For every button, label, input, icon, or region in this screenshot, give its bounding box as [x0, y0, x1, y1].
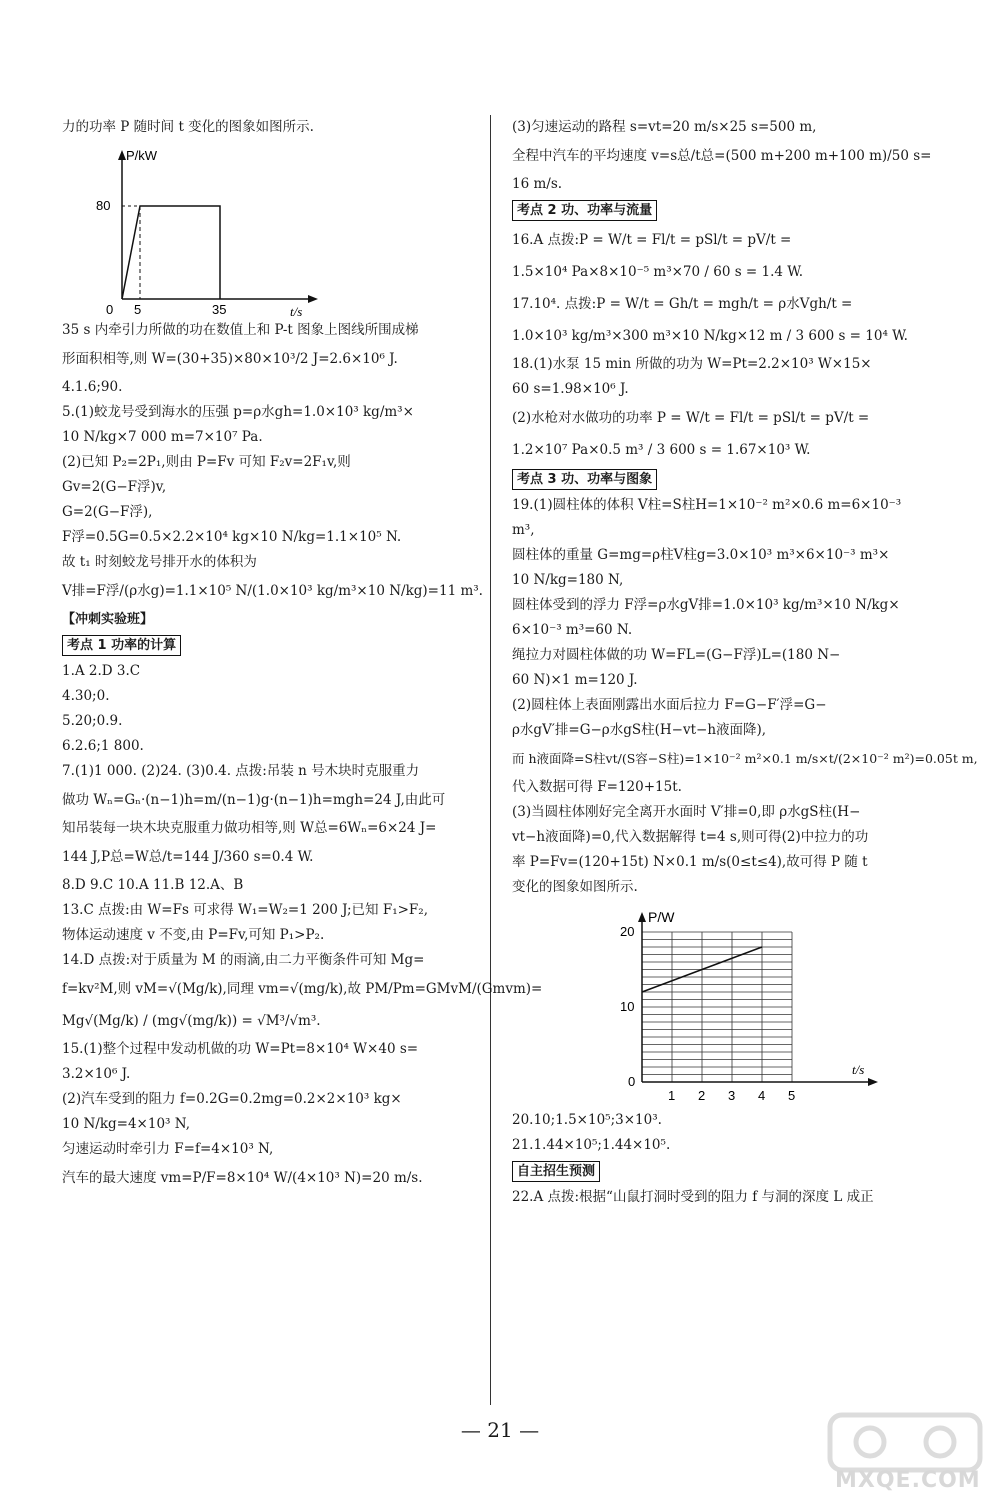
- text-line: 60 N)×1 m=120 J.: [512, 672, 638, 688]
- text-line: 3.2×10⁶ J.: [62, 1066, 131, 1082]
- text-line: 变化的图象如图所示.: [512, 879, 638, 895]
- text-line: (2)已知 P₂=2P₁,则由 P=Fv 可知 F₂v=2F₁v,则: [62, 454, 351, 470]
- text-line: 代入数据可得 F=120+15t.: [512, 779, 682, 795]
- text-line: 匀速运动时牵引力 F=f=4×10³ N,: [62, 1141, 274, 1157]
- right-column: [512, 115, 978, 1210]
- text-line: 圆柱体受到的浮力 F浮=ρ水gV排=1.0×10³ kg/m³×10 N/kg×: [512, 597, 900, 613]
- text-line: 形面积相等,则 W=(30+35)×80×10³/2 J=2.6×10⁶ J.: [62, 351, 398, 367]
- text-line: 1.A 2.D 3.C: [62, 663, 141, 679]
- text-line: Gv=2(G−F浮)v,: [62, 479, 167, 495]
- text-line: vt−h液面降)=0,代入数据解得 t=4 s,则可得(2)中拉力的功: [512, 829, 869, 845]
- text-line: 18.(1)水泵 15 min 所做的功为 W=Pt=2.2×10³ W×15×: [512, 356, 872, 372]
- text-line: 率 P=Fv=(120+15t) N×0.1 m/s(0≤t≤4),故可得 P 随 t: [512, 854, 868, 870]
- text-line: 1.5×10⁴ Pa×8×10⁻⁵ m³×70 / 60 s = 1.4 W.: [512, 264, 804, 280]
- graph1-x-tick-0: 0: [106, 302, 114, 317]
- graph2-x-label: t/s: [852, 1062, 865, 1077]
- graph2-y-label: P/W: [648, 909, 675, 925]
- text-line: 全程中汽车的平均速度 v=s总/t总=(500 m+200 m+100 m)/50 s=: [512, 148, 932, 164]
- graph2-y-tick-10: 10: [620, 999, 635, 1014]
- text-line: 10 N/kg=4×10³ N,: [62, 1116, 190, 1132]
- text-line: (2)汽车受到的阻力 f=0.2G=0.2mg=0.2×2×10³ kg×: [62, 1091, 402, 1107]
- topic-box-4: 自主招生预测: [512, 1161, 600, 1182]
- text-line: 物体运动速度 v 不变,由 P=Fv,可知 P₁>P₂.: [62, 927, 325, 943]
- text-line: 而 h液面降=S柱vt/(S容−S柱)=1×10⁻² m²×0.1 m/s×t/(2×10⁻² m²)=0.05t m,: [512, 751, 978, 766]
- text-line: 7.(1)1 000. (2)24. (3)0.4. 点拨:吊装 n 号木块时克服重力: [62, 763, 420, 779]
- text-line: 5.(1)蛟龙号受到海水的压强 p=ρ水gh=1.0×10³ kg/m³×: [62, 404, 414, 420]
- text-line: V排=F浮/(ρ水g)=1.1×10⁵ N/(1.0×10³ kg/m³×10 N/kg)=11 m³.: [62, 583, 483, 599]
- graph2-x-tick-3: 3: [728, 1088, 736, 1103]
- text-line: 1.2×10⁷ Pa×0.5 m³ / 3 600 s = 1.67×10³ W.: [512, 442, 811, 458]
- text-line: 6×10⁻³ m³=60 N.: [512, 622, 633, 638]
- text-line: 6.2.6;1 800.: [62, 738, 144, 754]
- topic-box-2: 考点 2 功、功率与流量: [512, 200, 657, 221]
- text-line: 19.(1)圆柱体的体积 V柱=S柱H=1×10⁻² m²×0.6 m=6×10⁻³: [512, 497, 902, 513]
- text-line: Mg√(Mg/k) / (mg√(mg/k)) = √M³/√m³.: [62, 1013, 321, 1029]
- topic-box-1: 考点 1 功率的计算: [62, 635, 181, 656]
- text-line: 10 N/kg=180 N,: [512, 572, 624, 588]
- page-number: — 21 —: [460, 1418, 540, 1442]
- graph2-x-tick-2: 2: [698, 1088, 706, 1103]
- text-line: 13.C 点拨:由 W=Fs 可求得 W₁=W₂=1 200 J;已知 F₁>F₂,: [62, 902, 428, 918]
- graph2-grid: [642, 932, 792, 1082]
- text-line: m³,: [512, 522, 535, 538]
- text-line: f=kv²M,则 vM=√(Mg/k),同理 vm=√(mg/k),故 PM/Pm=GMvM/(Gmvm)=: [62, 981, 543, 997]
- text-line: 8.D 9.C 10.A 11.B 12.A、B: [62, 877, 244, 893]
- graph2-y-tick-20: 20: [620, 924, 635, 939]
- power-time-grid-graph: [572, 904, 892, 1104]
- power-time-graph: [62, 144, 322, 319]
- graph2-x-tick-5: 5: [788, 1088, 796, 1103]
- text-line: 144 J,P总=W总/t=144 J/360 s=0.4 W.: [62, 849, 314, 865]
- graph1-x-tick-35: 35: [212, 302, 227, 317]
- text-line: (3)匀速运动的路程 s=vt=20 m/s×25 s=500 m,: [512, 119, 817, 135]
- graph2-y-tick-0: 0: [628, 1074, 636, 1089]
- text-line: 力的功率 P 随时间 t 变化的图象如图所示.: [62, 119, 314, 135]
- text-line: 圆柱体的重量 G=mg=ρ柱V柱g=3.0×10³ m³×6×10⁻³ m³×: [512, 547, 890, 563]
- text-line: (2)圆柱体上表面刚露出水面后拉力 F=G−F′浮=G−: [512, 697, 827, 713]
- text-line: 16.A 点拨:P = W/t = Fl/t = pSl/t = pV/t =: [512, 232, 792, 248]
- text-line: 20.10;1.5×10⁵;3×10³.: [512, 1112, 662, 1128]
- text-line: 做功 Wₙ=Gₙ·(n−1)h=m/(n−1)g·(n−1)h=mgh=24 J,由此可: [62, 792, 446, 808]
- text-line: 4.1.6;90.: [62, 379, 123, 395]
- graph1-y-tick: 80: [96, 198, 111, 213]
- text-line: 16 m/s.: [512, 176, 563, 192]
- text-line: (3)当圆柱体刚好完全离开水面时 V′排=0,即 ρ水gS柱(H−: [512, 804, 861, 820]
- text-line: G=2(G−F浮),: [62, 504, 153, 520]
- graph1-y-label: P/kW: [126, 148, 158, 163]
- text-line: 21.1.44×10⁵;1.44×10⁵.: [512, 1137, 671, 1153]
- topic-box-3: 考点 3 功、功率与图象: [512, 469, 657, 490]
- text-line: F浮=0.5G=0.5×2.2×10⁴ kg×10 N/kg=1.1×10⁵ N.: [62, 529, 402, 545]
- graph2-x-tick-4: 4: [758, 1088, 766, 1103]
- section-heading: 【冲刺实验班】: [62, 612, 154, 627]
- text-line: 汽车的最大速度 vm=P/F=8×10⁴ W/(4×10³ N)=20 m/s.: [62, 1170, 423, 1186]
- text-line: 22.A 点拨:根据“山鼠打洞时受到的阻力 f 与洞的深度 L 成正: [512, 1189, 874, 1205]
- text-line: 故 t₁ 时刻蛟龙号排开水的体积为: [62, 554, 257, 570]
- text-line: 15.(1)整个过程中发动机做的功 W=Pt=8×10⁴ W×40 s=: [62, 1041, 419, 1057]
- text-line: (2)水枪对水做功的功率 P = W/t = Fl/t = pSl/t = pV/t =: [512, 410, 870, 426]
- graph1-x-tick-5: 5: [134, 302, 142, 317]
- text-line: 知吊装每一块木块克服重力做功相等,则 W总=6Wₙ=6×24 J=: [62, 820, 437, 836]
- text-line: ρ水gV′排=G−ρ水gS柱(H−vt−h液面降),: [512, 722, 767, 738]
- graph2-x-tick-1: 1: [668, 1088, 676, 1103]
- text-line: 60 s=1.98×10⁶ J.: [512, 381, 629, 397]
- text-line: 14.D 点拨:对于质量为 M 的雨滴,由二力平衡条件可知 Mg=: [62, 952, 425, 968]
- text-line: 4.30;0.: [62, 688, 110, 704]
- text-line: 绳拉力对圆柱体做的功 W=FL=(G−F浮)L=(180 N−: [512, 647, 841, 663]
- watermark-text: MXQE.COM: [835, 1468, 981, 1493]
- text-line: 10 N/kg×7 000 m=7×10⁷ Pa.: [62, 429, 263, 445]
- text-line: 17.10⁴. 点拨:P = W/t = Gh/t = mgh/t = ρ水Vgh/t =: [512, 296, 853, 312]
- text-line: 5.20;0.9.: [62, 713, 123, 729]
- text-line: 35 s 内牵引力所做的功在数值上和 P-t 图象上图线所围成梯: [62, 322, 419, 338]
- graph1-x-label: t/s: [290, 304, 303, 319]
- text-line: 1.0×10³ kg/m³×300 m³×10 N/kg×12 m / 3 600 s = 10⁴ W.: [512, 328, 908, 344]
